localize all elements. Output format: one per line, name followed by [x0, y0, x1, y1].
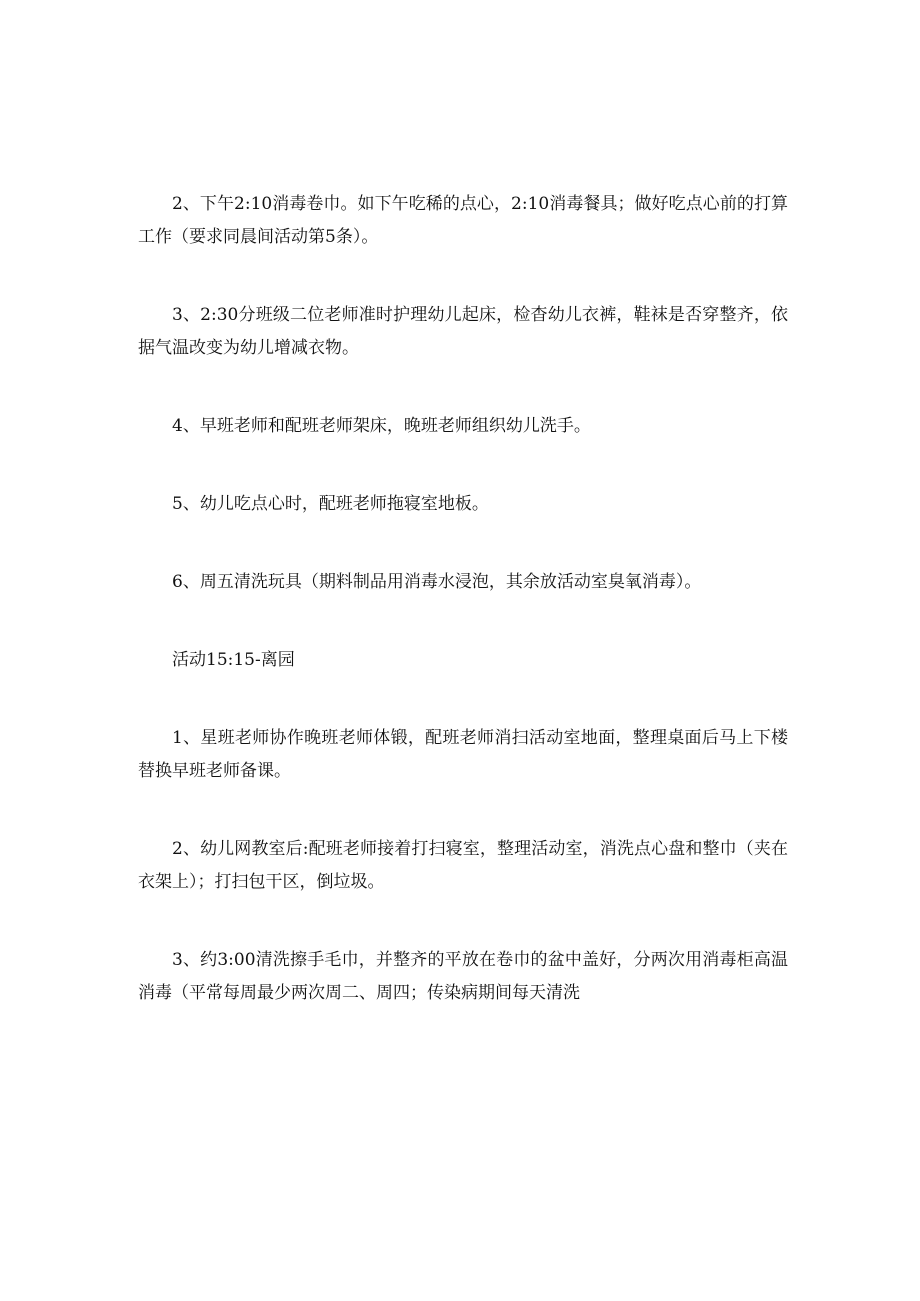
paragraph-7: 2、幼儿网教室后:配班老师接着打扫寝室，整理活动室，消洗点心盘和整巾（夹在衣架上）；打扫包干区，倒垃圾。 [138, 839, 788, 892]
paragraph-2: 3、2:30分班级二位老师准时护理幼儿起床，检杳幼儿衣裤，鞋袜是否穿整齐，依据气温改变为幼儿增减衣物。 [138, 305, 788, 358]
document-body [138, 188, 788, 1055]
paragraph-3: 4、早班老师和配班老师架床，晚班老师组织幼儿洗手。 [172, 416, 591, 436]
section-heading-activity: 活动15:15-离园 [172, 650, 295, 670]
paragraph-8: 3、约3:00清洗擦手毛巾，并整齐的平放在卷巾的盆中盖好，分两次用消毒柜高温消毒（平常每周最少两次周二、周四；传染病期间每天清洗 [138, 950, 788, 1003]
paragraph-1: 2、下午2:10消毒卷巾。如下午吃稀的点心，2:10消毒餐具；做好吃点心前的打算工作（要求同晨间活动第5条）。 [138, 194, 788, 247]
paragraph-6: 1、星班老师协作晚班老师体锻，配班老师消扫活动室地面，整理桌面后马上下楼替换早班老师备课。 [138, 728, 788, 781]
paragraph-4: 5、幼儿吃点心时，配班老师拖寝室地板。 [172, 494, 489, 514]
paragraph-5: 6、周五清洗玩具（期料制品用消毒水浸泡，其余放活动室臭氧消毒）。 [172, 572, 702, 592]
